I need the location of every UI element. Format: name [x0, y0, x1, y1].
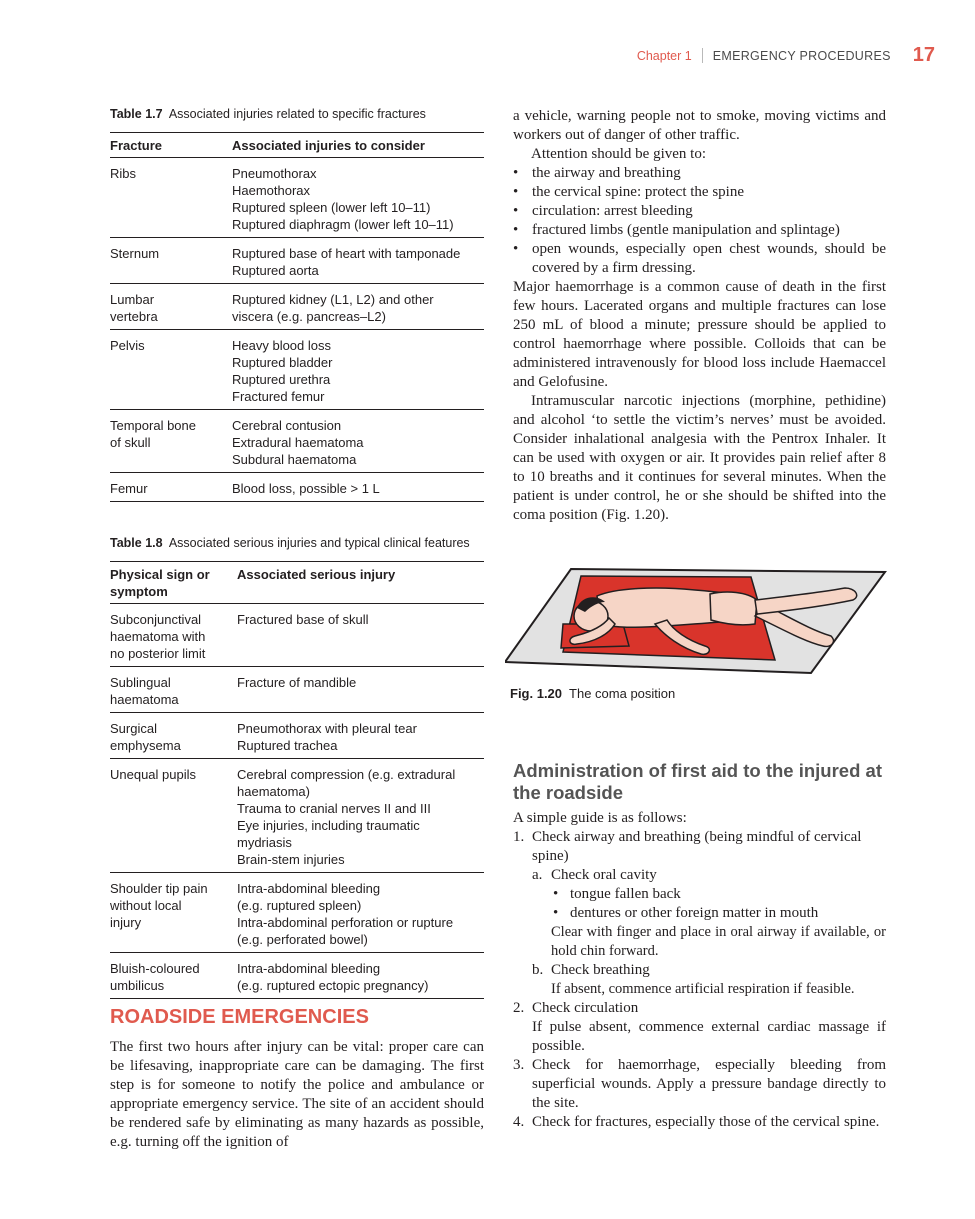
cell-line: of skull — [110, 435, 151, 450]
cell-line: (e.g. ruptured ectopic pregnancy) — [237, 978, 429, 993]
cell-line: emphysema — [110, 738, 181, 753]
cell-line: Cerebral contusion — [232, 418, 342, 433]
table-row — [110, 410, 484, 473]
coma-position-illustration — [505, 566, 887, 676]
cell-line: Eye injuries, including traumatic — [237, 818, 420, 833]
continuation-paragraph: a vehicle, warning people not to smoke, moving victims and workers out of danger of other traffic. — [513, 108, 886, 143]
briefs — [710, 592, 757, 625]
table-cell — [232, 165, 484, 233]
haemorrhage-paragraph: Major haemorrhage is a common cause of death in the first few hours. Lacerated organs and multiple fractures can lose 250 mL of blood a minute; pressure should be applied to control haemorrhage where possible. Colloids that can be administered intravenously for blood loss include Haemaccel and Gelofusine. — [513, 279, 886, 390]
table-cell — [232, 337, 484, 405]
cell-line: Ruptured base of heart with tamponade — [232, 246, 461, 261]
cell-line: Surgical — [110, 721, 157, 736]
cell-line: Pelvis — [110, 338, 145, 353]
column-header-injuries: Associated injuries to consider — [232, 138, 425, 153]
attention-paragraph: Attention should be given to: — [531, 146, 706, 162]
cell-line: Shoulder tip pain — [110, 881, 208, 896]
table-cell — [110, 417, 232, 468]
table-cell — [110, 245, 232, 279]
oral-cavity-list — [551, 885, 886, 923]
list-item: • the airway and breathing — [513, 164, 886, 183]
guide-intro: A simple guide is as follows: — [513, 810, 687, 826]
step-number: 2. — [513, 1000, 525, 1016]
table-row — [110, 713, 484, 759]
table-cell — [237, 720, 484, 754]
cell-line: Lumbar — [110, 292, 155, 307]
table-row — [110, 473, 484, 502]
table-cell — [232, 417, 484, 468]
cell-line: Cerebral compression (e.g. extradural — [237, 767, 456, 782]
running-header — [637, 44, 935, 67]
table-cell — [110, 880, 237, 948]
table-row — [110, 667, 484, 713]
cell-line: injury — [110, 915, 142, 930]
guide-step-1 — [513, 828, 886, 999]
table-cell — [237, 674, 484, 708]
sub-step-note: Clear with finger and place in oral airway if available, or hold chin forward. — [551, 924, 886, 959]
cell-line: vertebra — [110, 309, 158, 324]
table-cell — [237, 880, 484, 948]
first-aid-guide — [513, 809, 886, 1132]
cell-line: haematoma — [110, 692, 179, 707]
table-cell — [110, 674, 237, 708]
cell-line: (e.g. perforated bowel) — [237, 932, 368, 947]
table-row — [110, 158, 484, 238]
cell-line: Trauma to cranial nerves II and III — [237, 801, 431, 816]
sub-step-label: b. — [532, 962, 544, 978]
cell-line: Ribs — [110, 166, 137, 181]
table-cell — [110, 291, 232, 325]
table-cell — [232, 291, 484, 325]
step-note: If pulse absent, commence external cardiac massage if possible. — [532, 1019, 886, 1054]
sub-step-a — [532, 866, 886, 961]
table-cell — [237, 960, 484, 994]
header-divider — [702, 48, 703, 63]
table-cell — [110, 766, 237, 868]
cell-line: haematoma) — [237, 784, 310, 799]
section-title: EMERGENCY PROCEDURES — [712, 48, 891, 63]
table-cell — [110, 337, 232, 405]
guide-step-4 — [513, 1113, 886, 1132]
cell-line: Pneumothorax — [232, 166, 317, 181]
cell-line: Heavy blood loss — [232, 338, 331, 353]
step-number: 1. — [513, 829, 525, 845]
list-item: • fractured limbs (gentle manipulation and splintage) — [513, 221, 886, 240]
table-header-row — [110, 133, 484, 158]
cell-line: Pneumothorax with pleural tear — [237, 721, 417, 736]
cell-line: no posterior limit — [110, 646, 206, 661]
cell-line: mydriasis — [237, 835, 292, 850]
table-cell — [110, 165, 232, 233]
figure-label: Fig. 1.20 — [510, 686, 563, 701]
table-cell — [232, 245, 484, 279]
header-line: Physical sign or — [110, 567, 210, 582]
guide-step-2 — [513, 999, 886, 1056]
cell-line: Subconjunctival — [110, 612, 202, 627]
table-1-8-caption — [110, 536, 484, 550]
cell-line: Ruptured urethra — [232, 372, 331, 387]
figure-caption-text: The coma position — [569, 686, 676, 701]
table-body — [110, 158, 484, 502]
table-row — [110, 284, 484, 330]
cell-line: Blood loss, possible > 1 L — [232, 481, 380, 496]
cell-line: without local — [110, 898, 182, 913]
first-aid-heading: Administration of first aid to the injured at the roadside — [513, 760, 882, 803]
cell-line: Ruptured aorta — [232, 263, 319, 278]
guide-step-3 — [513, 1056, 886, 1113]
table-row — [110, 873, 484, 953]
cell-line: Haemothorax — [232, 183, 311, 198]
step-number: 3. — [513, 1057, 525, 1073]
cell-line: Femur — [110, 481, 148, 496]
table-cell — [110, 611, 237, 662]
step-text: Check circulation — [532, 1000, 639, 1016]
table-caption-text: Associated injuries related to specific fractures — [168, 107, 426, 121]
table-cell — [232, 480, 484, 497]
table-caption-label: Table 1.7 — [110, 107, 163, 121]
list-item: • tongue fallen back — [551, 885, 886, 904]
right-column — [513, 107, 886, 525]
cell-line: Ruptured bladder — [232, 355, 333, 370]
step-text: Check airway and breathing (being mindful of cervical spine) — [532, 829, 862, 864]
figure-caption — [510, 686, 675, 701]
page-number: 17 — [912, 44, 935, 66]
table-caption-label: Table 1.8 — [110, 536, 163, 550]
cell-line: (e.g. ruptured spleen) — [237, 898, 362, 913]
column-header-fracture: Fracture — [110, 138, 163, 153]
table-cell — [110, 480, 232, 497]
attention-list — [513, 164, 886, 278]
cell-line: Bluish-coloured — [110, 961, 200, 976]
cell-line: viscera (e.g. pancreas–L2) — [232, 309, 386, 324]
table-row — [110, 604, 484, 667]
cell-line: Intra-abdominal perforation or rupture — [237, 915, 454, 930]
injections-paragraph: Intramuscular narcotic injections (morphine, pethidine) and alcohol ‘to settle the victim’s nerves’ must be avoided. Consider inhalational analgesia with the Pentrox Inhaler. It can be used with oxygen or air. It provides pain relief after 8 to 10 breaths and it continues for several minutes. When the patient is under control, he or she should be shifted into the coma position (Fig. 1.20). — [513, 393, 886, 523]
roadside-paragraph: The first two hours after injury can be vital: proper care can be lifesaving, inappropriate care can be damaging. The first step is for someone to notify the police and ambulance or appropriate emergency service. The site of an accident should be rendered safe by eliminating as many hazards as possible, e.g. turning off the ignition of — [110, 1039, 484, 1150]
sub-step-b — [532, 961, 886, 999]
table-row — [110, 238, 484, 284]
list-item: • open wounds, especially open chest wounds, should be covered by a firm dressing. — [513, 240, 886, 278]
cell-line: haematoma with — [110, 629, 206, 644]
cell-line: Ruptured spleen (lower left 10–11) — [232, 200, 431, 215]
header-line: symptom — [110, 584, 168, 599]
table-row — [110, 330, 484, 410]
cell-line: umbilicus — [110, 978, 165, 993]
table-1-7 — [110, 132, 484, 502]
sub-step-text: Check breathing — [551, 962, 650, 978]
cell-line: Intra-abdominal bleeding — [237, 881, 381, 896]
step-text: Check for haemorrhage, especially bleeding from superficial wounds. Apply a pressure bandage directly to the site. — [532, 1057, 886, 1111]
column-header-injury: Associated serious injury — [237, 567, 396, 582]
cell-line: Subdural haematoma — [232, 452, 357, 467]
table-cell — [110, 960, 237, 994]
roadside-heading: ROADSIDE EMERGENCIES — [110, 1006, 369, 1028]
table-cell — [237, 766, 484, 868]
cell-line: Fractured base of skull — [237, 612, 369, 627]
table-cell — [110, 720, 237, 754]
sub-step-text: Check oral cavity — [551, 867, 657, 883]
table-cell — [237, 611, 484, 662]
table-1-7-caption — [110, 107, 484, 121]
cell-line: Ruptured kidney (L1, L2) and other — [232, 292, 434, 307]
list-item: • the cervical spine: protect the spine — [513, 183, 886, 202]
sub-step-note: If absent, commence artificial respiration if feasible. — [551, 981, 855, 997]
sub-step-label: a. — [532, 867, 543, 883]
cell-line: Fracture of mandible — [237, 675, 357, 690]
list-item: • circulation: arrest bleeding — [513, 202, 886, 221]
step-number: 4. — [513, 1114, 525, 1130]
table-row — [110, 953, 484, 999]
cell-line: Extradural haematoma — [232, 435, 364, 450]
cell-line: Ruptured diaphragm (lower left 10–11) — [232, 217, 454, 232]
table-caption-text: Associated serious injuries and typical clinical features — [168, 536, 470, 550]
list-item: • dentures or other foreign matter in mouth — [551, 904, 886, 923]
table-row — [110, 759, 484, 873]
cell-line: Unequal pupils — [110, 767, 197, 782]
step-text: Check for fractures, especially those of the cervical spine. — [532, 1114, 880, 1130]
cell-line: Sublingual — [110, 675, 171, 690]
table-header-row — [110, 562, 484, 604]
cell-line: Brain-stem injuries — [237, 852, 345, 867]
cell-line: Sternum — [110, 246, 160, 261]
column-header-sign — [110, 566, 237, 600]
table-1-8 — [110, 561, 484, 999]
cell-line: Fractured femur — [232, 389, 325, 404]
chapter-label: Chapter 1 — [636, 48, 692, 63]
cell-line: Intra-abdominal bleeding — [237, 961, 381, 976]
table-body — [110, 604, 484, 999]
left-column — [110, 107, 484, 999]
cell-line: Temporal bone — [110, 418, 196, 433]
cell-line: Ruptured trachea — [237, 738, 338, 753]
